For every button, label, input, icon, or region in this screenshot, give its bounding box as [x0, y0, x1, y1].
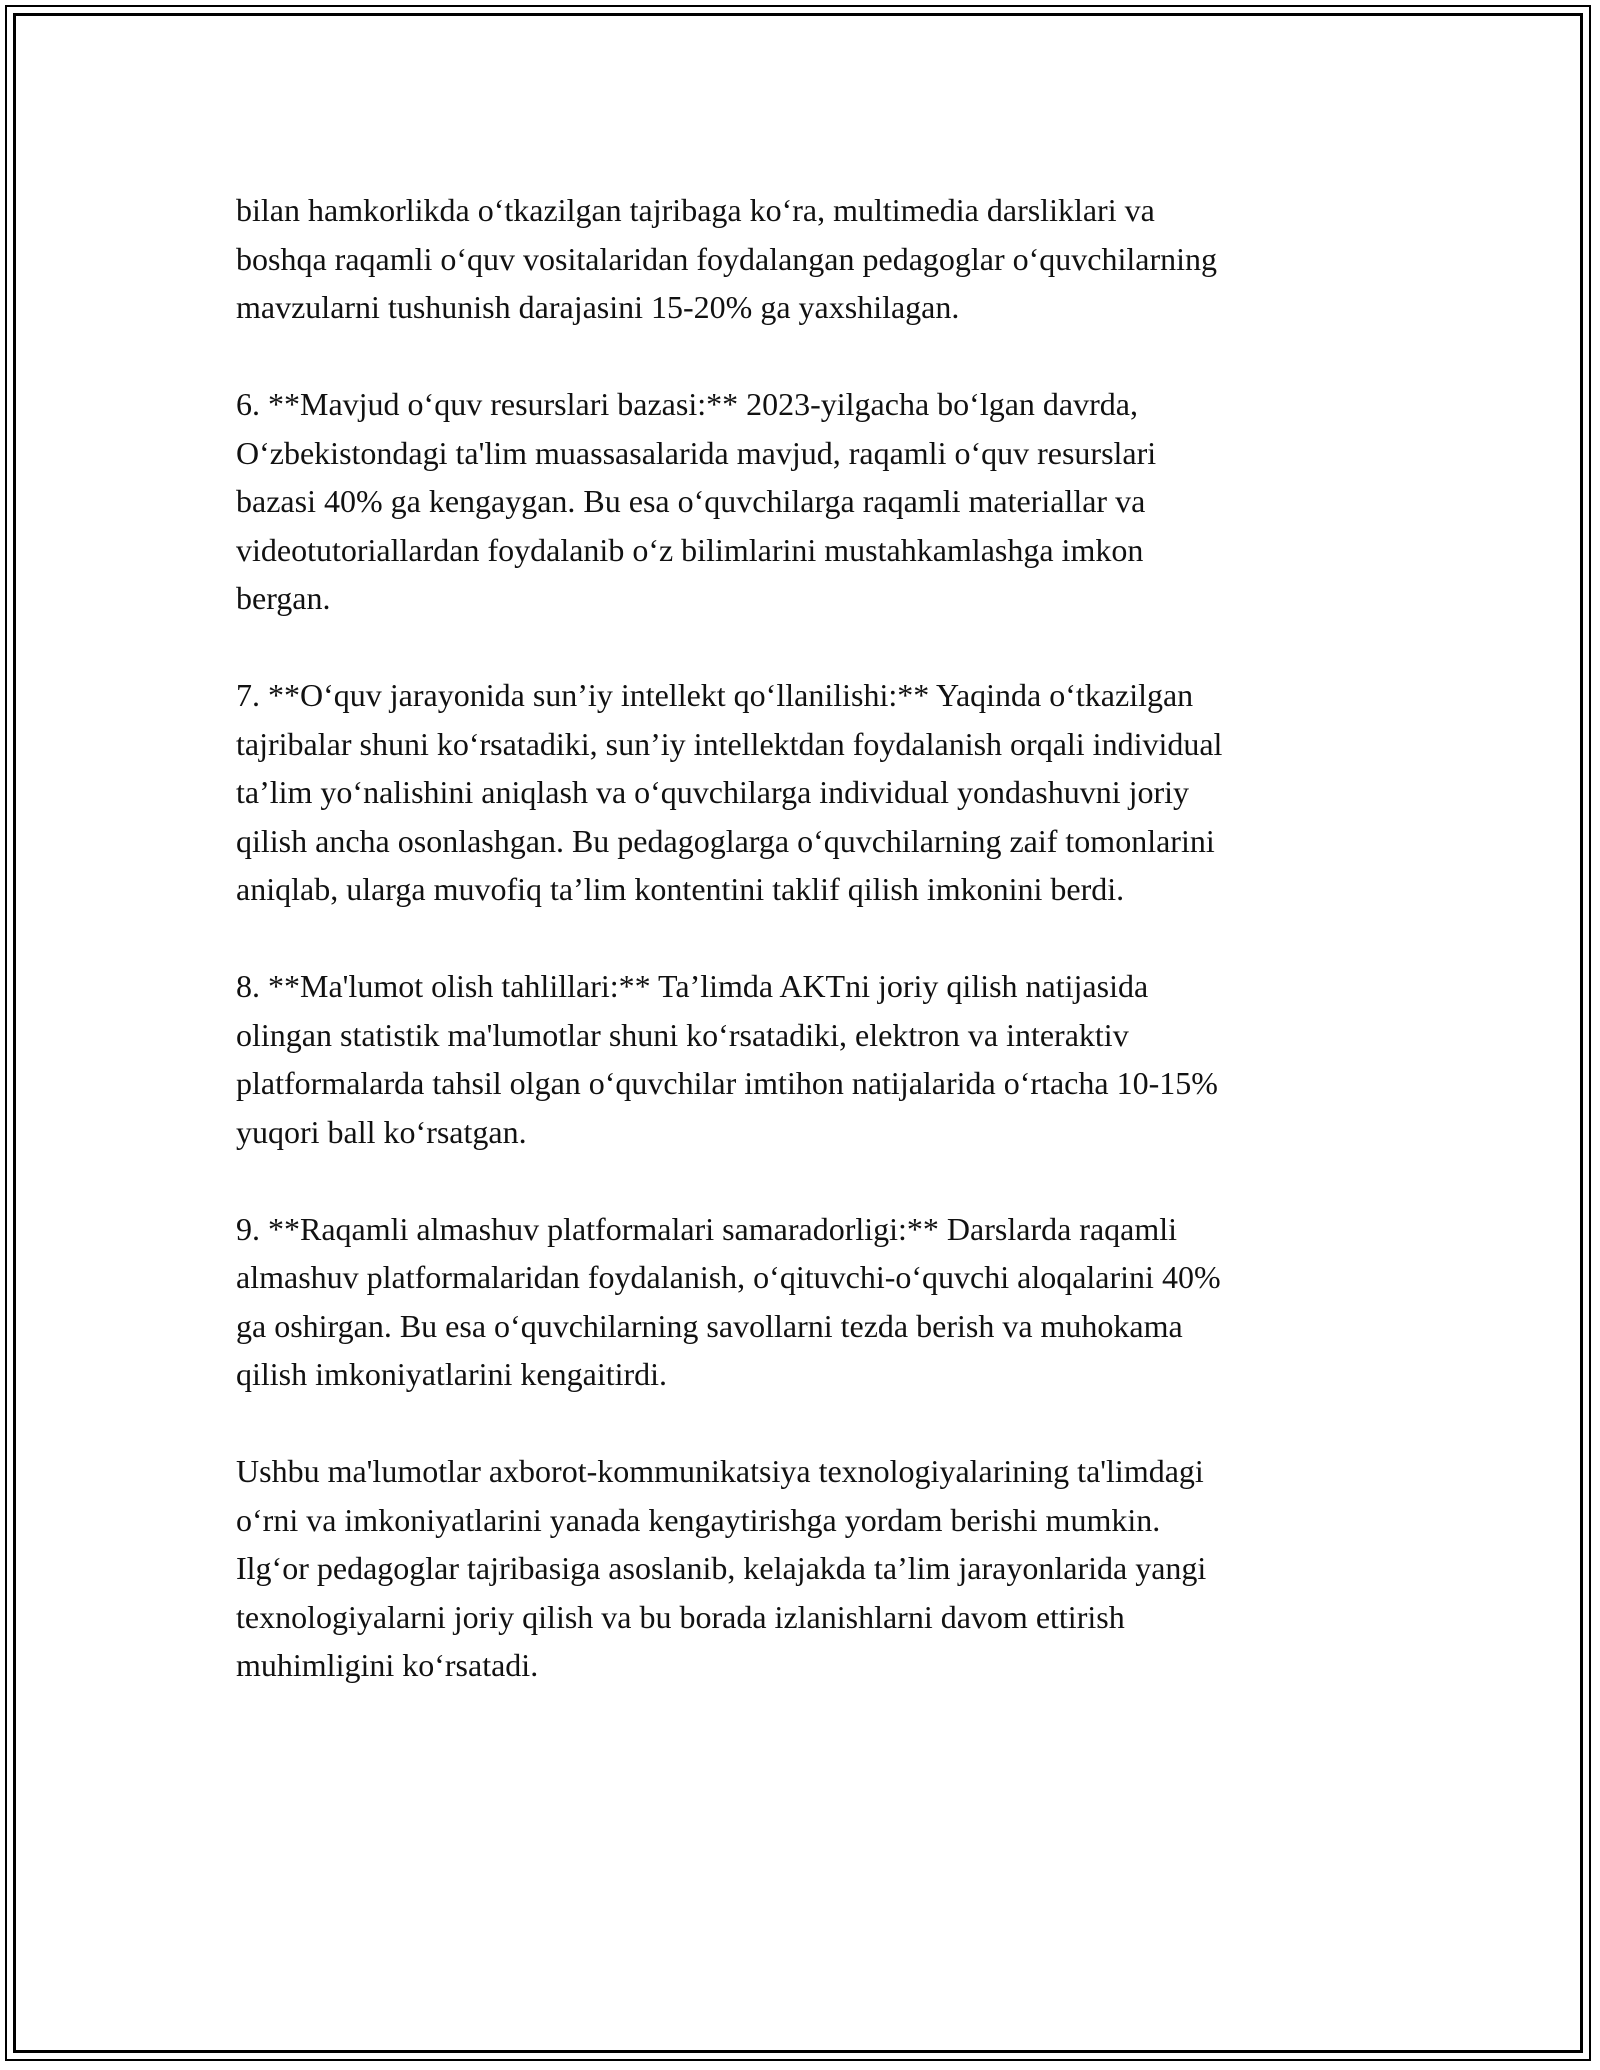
paragraph-item-6: 6. **Mavjud o‘quv resurslari bazasi:** 2023-yilgacha bo‘lgan davrda, O‘zbekistondagi ta'lim muassasalarida mavjud, raqamli o‘quv resurslari bazasi 40% ga kengaygan. Bu esa o‘quvchilarga raqamli materiallar va videotutoriallardan foydalanib o‘z bilimlarini mustahkamlashga imkon bergan.	[236, 386, 1157, 616]
document-body	[236, 186, 1386, 1738]
paragraph-item-7: 7. **O‘quv jarayonida sun’iy intellekt qo‘llanilishi:** Yaqinda o‘tkazilgan tajribalar shuni ko‘rsatadiki, sun’iy intellektdan foydalanish orqali individual ta’lim yo‘nalishini aniqlash va o‘quvchilarga individual yondashuvni joriy qilish ancha osonlashgan. Bu pedagoglarga o‘quvchilarning zaif tomonlarini aniqlab, ularga muvofiq ta’lim kontentini taklif qilish imkonini berdi.	[236, 677, 1223, 907]
paragraph-intro-continuation: bilan hamkorlikda o‘tkazilgan tajribaga ko‘ra, multimedia darsliklari va boshqa raqamli o‘quv vositalaridan foydalangan pedagoglar o‘quvchilarning mavzularni tushunish darajasini 15-20% ga yaxshilagan.	[236, 192, 1218, 325]
paragraph-conclusion: Ushbu ma'lumotlar axborot-kommunikatsiya texnologiyalarining ta'limdagi o‘rni va imkoniyatlarini yanada kengaytirishga yordam berishi mumkin. Ilg‘or pedagoglar tajribasiga asoslanib, kelajakda ta’lim jarayonlarida yangi texnologiyalarni joriy qilish va bu borada izlanishlarni davom ettirish muhimligini ko‘rsatadi.	[236, 1453, 1207, 1683]
paragraph-item-9: 9. **Raqamli almashuv platformalari samaradorligi:** Darslarda raqamli almashuv platformalaridan foydalanish, o‘qituvchi-o‘quvchi aloqalarini 40% ga oshirgan. Bu esa o‘quvchilarning savollarni tezda berish va muhokama qilish imkoniyatlarini kengaitirdi.	[236, 1210, 1221, 1392]
paragraph-item-8: 8. **Ma'lumot olish tahlillari:** Ta’limda AKTni joriy qilish natijasida olingan statistik ma'lumotlar shuni ko‘rsatadiki, elektron va interaktiv platformalarda tahsil olgan o‘quvchilar imtihon natijalarida o‘rtacha 10-15% yuqori ball ko‘rsatgan.	[236, 968, 1218, 1150]
